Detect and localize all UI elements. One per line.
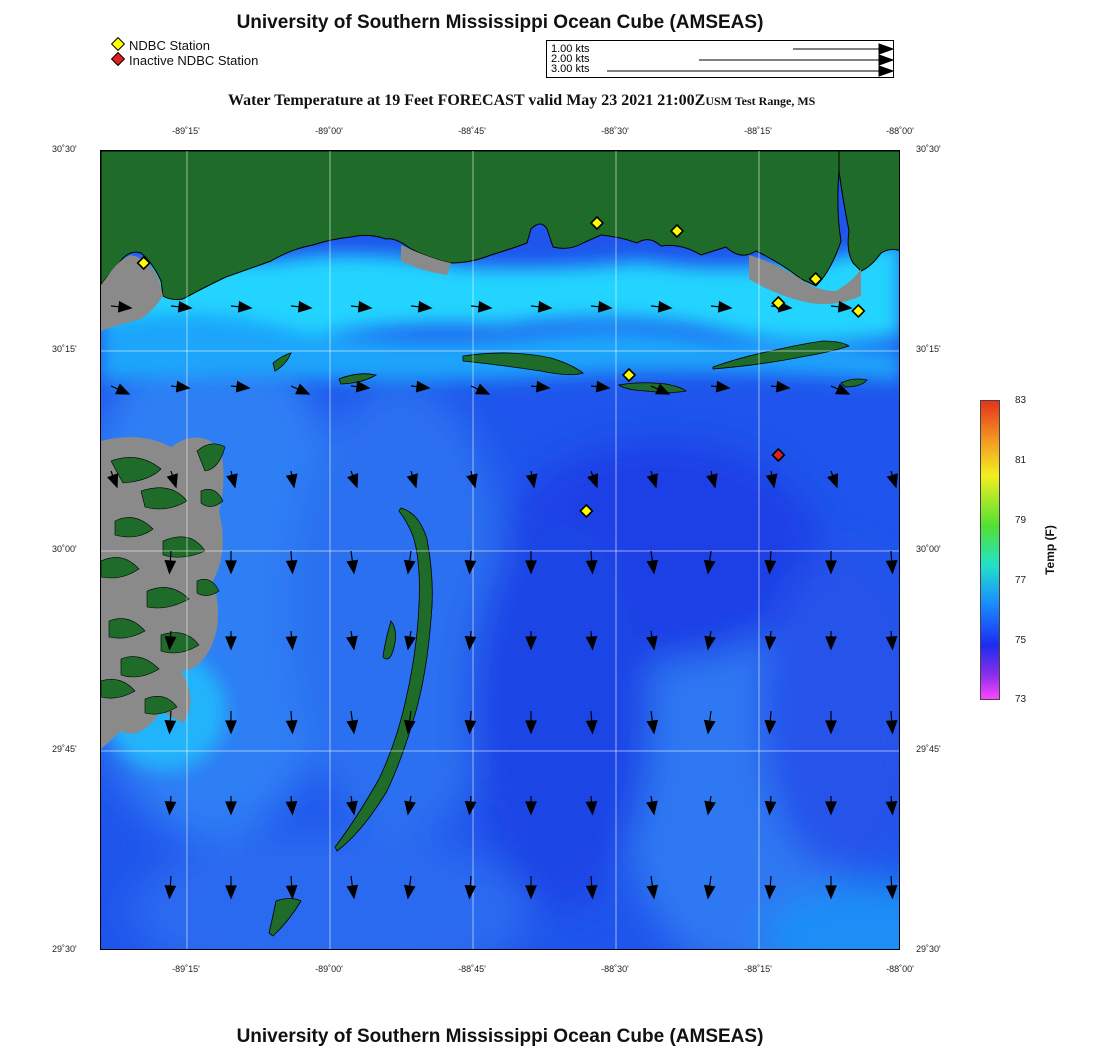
current-vector-arrow <box>111 306 119 307</box>
current-vector-arrow <box>891 796 892 802</box>
bottom-lon-tick: -88˚45' <box>458 964 486 974</box>
current-vector-arrow <box>291 876 292 886</box>
current-vector-arrow <box>170 876 171 886</box>
top-lon-tick: -88˚30' <box>601 126 629 136</box>
map-title: University of Southern Mississippi Ocean Cube (AMSEAS) <box>236 12 764 33</box>
colorbar-tick: 77 <box>1015 575 1027 586</box>
left-lat-tick: 30˚00' <box>52 544 77 554</box>
current-vector-arrow <box>771 471 772 475</box>
current-vector-arrow <box>591 796 592 802</box>
current-vector-arrow <box>291 551 292 561</box>
current-vector-arrow <box>291 631 292 637</box>
top-lon-tick: -88˚00' <box>886 126 914 136</box>
colorbar-tick: 75 <box>1015 635 1027 646</box>
current-vector-arrow <box>591 876 592 886</box>
right-lat-tick: 29˚45' <box>916 744 941 754</box>
current-vector-arrow <box>470 796 471 802</box>
colorbar-tick: 81 <box>1015 455 1027 466</box>
colorbar-tick: 83 <box>1015 395 1027 406</box>
current-vector-arrow <box>231 386 237 387</box>
current-vector-arrow <box>591 711 592 721</box>
current-vector-arrow <box>291 711 292 721</box>
current-vector-arrow <box>591 551 592 561</box>
current-vector-arrow <box>591 306 599 307</box>
current-vector-arrow <box>711 386 717 387</box>
legend-inactive-station <box>113 53 258 68</box>
left-lat-tick: 29˚45' <box>52 744 77 754</box>
current-vector-arrow <box>891 711 892 721</box>
current-vector-arrow <box>291 306 299 307</box>
range-location: USM Test Range, MS <box>705 94 816 108</box>
colorbar-title: Temp (F) <box>1043 525 1057 575</box>
current-vector-arrow <box>470 631 471 637</box>
current-vector-arrow <box>470 876 471 886</box>
current-vector-arrow <box>531 306 539 307</box>
current-vector-arrow <box>891 876 892 886</box>
legend-label-inactive: Inactive NDBC Station <box>129 53 259 68</box>
vector-label-1: 1.00 kts <box>551 43 590 55</box>
footer-title: University of Southern Mississippi Ocean Cube (AMSEAS) <box>236 1026 764 1047</box>
top-lon-tick: -89˚00' <box>315 126 343 136</box>
bottom-lon-tick: -88˚15' <box>744 964 772 974</box>
red-diamond-icon <box>111 52 125 66</box>
bottom-lon-tick: -89˚15' <box>172 964 200 974</box>
bottom-lon-tick: -89˚00' <box>315 964 343 974</box>
current-vector-arrow <box>891 631 892 637</box>
current-vector-arrow <box>471 306 479 307</box>
bottom-lon-tick: -88˚00' <box>886 964 914 974</box>
current-vector-arrow <box>591 631 592 637</box>
current-vector-arrow <box>470 551 471 561</box>
left-lat-tick: 29˚30' <box>52 944 77 954</box>
bottom-lon-tick: -88˚30' <box>601 964 629 974</box>
left-lat-tick: 30˚15' <box>52 344 77 354</box>
current-vector-arrow <box>591 386 597 387</box>
map-canvas <box>101 151 900 950</box>
yellow-diamond-icon <box>111 37 125 51</box>
current-vector-arrow <box>351 306 359 307</box>
current-vector-arrow <box>770 551 771 561</box>
current-vector-arrow <box>651 306 659 307</box>
vector-scale-legend <box>546 40 894 78</box>
current-vector-arrow <box>531 386 537 387</box>
forecast-description: Water Temperature at 19 Feet FORECAST valid May 23 2021 21:00Z <box>228 92 706 109</box>
top-lon-tick: -89˚15' <box>172 126 200 136</box>
vector-label-3: 3.00 kts <box>551 63 590 75</box>
current-vector-arrow <box>171 306 179 307</box>
left-lat-tick: 30˚30' <box>52 144 77 154</box>
current-vector-arrow <box>170 551 171 561</box>
right-lat-tick: 30˚15' <box>916 344 941 354</box>
colorbar-tick: 73 <box>1015 694 1027 705</box>
current-vector-arrow <box>891 551 892 561</box>
current-vector-arrow <box>711 306 719 307</box>
vector-label-2: 2.00 kts <box>551 53 590 65</box>
current-vector-arrow <box>291 796 292 802</box>
legend-ndbc-station <box>113 38 210 53</box>
current-vector-arrow <box>171 386 177 387</box>
current-vector-arrow <box>170 631 171 637</box>
current-vector-arrow <box>771 386 777 387</box>
current-vector-arrow <box>170 796 171 802</box>
current-vector-arrow <box>831 306 839 307</box>
current-vector-arrow <box>291 471 292 475</box>
current-vector-arrow <box>231 306 239 307</box>
top-lon-tick: -88˚15' <box>744 126 772 136</box>
vector-scale-arrows <box>547 41 893 77</box>
right-lat-tick: 30˚30' <box>916 144 941 154</box>
legend-label-ndbc: NDBC Station <box>129 38 210 53</box>
temperature-map[interactable] <box>100 150 900 950</box>
current-vector-arrow <box>170 711 171 721</box>
top-lon-tick: -88˚45' <box>458 126 486 136</box>
current-vector-arrow <box>351 386 357 387</box>
current-vector-arrow <box>770 631 771 637</box>
current-vector-arrow <box>411 306 419 307</box>
right-lat-tick: 30˚00' <box>916 544 941 554</box>
current-vector-arrow <box>531 471 532 475</box>
current-vector-arrow <box>770 711 771 721</box>
temperature-colorbar <box>980 400 1000 700</box>
current-vector-arrow <box>770 796 771 802</box>
right-lat-tick: 29˚30' <box>916 944 941 954</box>
current-vector-arrow <box>411 386 417 387</box>
current-vector-arrow <box>770 876 771 886</box>
forecast-subtitle <box>228 92 815 110</box>
colorbar-tick: 79 <box>1015 515 1027 526</box>
current-vector-arrow <box>470 711 471 721</box>
